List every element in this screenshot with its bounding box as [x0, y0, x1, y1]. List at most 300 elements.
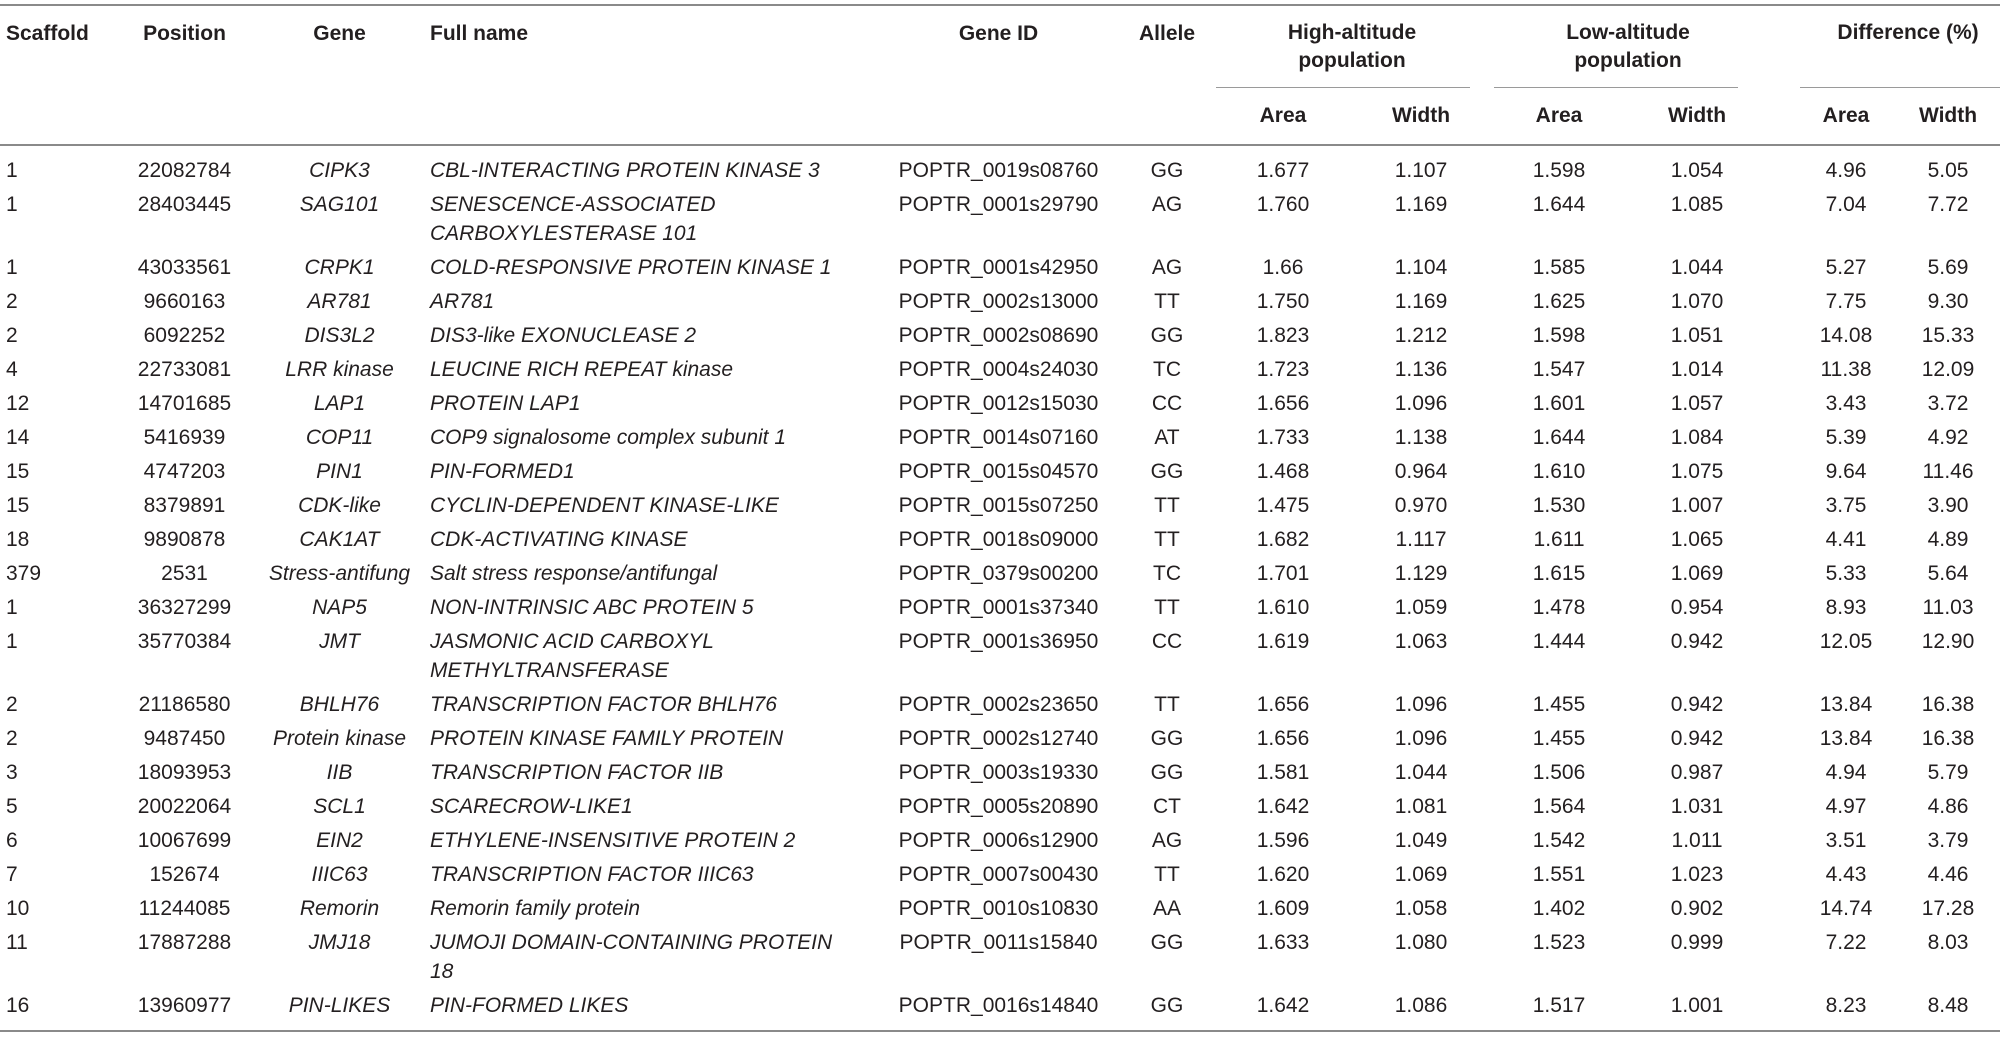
cell-full-name: COLD-RESPONSIVE PROTEIN KINASE 1	[430, 256, 832, 279]
cell-gene-id: POPTR_0001s29790	[898, 193, 1099, 216]
cell-diff-area: 8.93	[1825, 596, 1867, 619]
cell-low-width: 1.031	[1670, 795, 1724, 818]
cell-high-width: 1.107	[1394, 159, 1448, 182]
cell-position: 21186580	[138, 693, 231, 716]
table-row	[0, 317, 2000, 351]
cell-high-width: 1.086	[1394, 994, 1448, 1017]
cell-gene-id: POPTR_0001s37340	[898, 596, 1099, 619]
cell-low-area: 1.585	[1532, 256, 1586, 279]
cell-high-area: 1.750	[1256, 290, 1310, 313]
cell-position: 9890878	[143, 528, 226, 551]
cell-gene: Remorin	[299, 897, 380, 920]
cell-high-area: 1.642	[1256, 994, 1310, 1017]
cell-scaffold: 6	[6, 829, 18, 852]
cell-high-area: 1.610	[1256, 596, 1310, 619]
cell-diff-width: 15.33	[1921, 324, 1975, 347]
cell-diff-area: 3.51	[1825, 829, 1867, 852]
cell-diff-area: 12.05	[1819, 630, 1873, 653]
cell-position: 10067699	[137, 829, 232, 852]
cell-diff-area: 4.96	[1825, 159, 1867, 182]
cell-full-name: ETHYLENE-INSENSITIVE PROTEIN 2	[430, 829, 796, 852]
header-position: Position	[143, 22, 226, 45]
header-gene: Gene	[313, 22, 366, 45]
cell-diff-area: 9.64	[1825, 460, 1867, 483]
cell-allele: AG	[1151, 256, 1183, 279]
cell-high-width: 0.964	[1394, 460, 1448, 483]
cell-allele: GG	[1150, 324, 1184, 347]
cell-scaffold: 2	[6, 693, 18, 716]
cell-high-area: 1.609	[1256, 897, 1310, 920]
cell-gene-id: POPTR_0004s24030	[898, 358, 1099, 381]
cell-diff-area: 14.74	[1819, 897, 1873, 920]
cell-allele: GG	[1150, 159, 1184, 182]
header-low-altitude-line2: population	[1574, 49, 1682, 72]
cell-gene: CIPK3	[309, 159, 370, 182]
cell-scaffold: 15	[6, 494, 30, 517]
cell-high-width: 1.059	[1394, 596, 1448, 619]
cell-position: 6092252	[143, 324, 226, 347]
cell-scaffold: 18	[6, 528, 30, 551]
cell-gene: NAP5	[312, 596, 367, 619]
cell-gene-id: POPTR_0005s20890	[898, 795, 1099, 818]
header-difference-group	[1766, 5, 2000, 88]
cell-low-width: 0.999	[1670, 931, 1724, 954]
cell-diff-width: 4.86	[1927, 795, 1969, 818]
header-allele: Allele	[1138, 22, 1196, 45]
cell-allele: TC	[1153, 562, 1181, 585]
cell-low-width: 0.902	[1670, 897, 1724, 920]
cell-low-width: 1.007	[1670, 494, 1724, 517]
cell-scaffold: 4	[6, 358, 18, 381]
cell-diff-width: 8.48	[1927, 994, 1969, 1017]
cell-diff-width: 4.92	[1927, 426, 1969, 449]
cell-gene-id: POPTR_0001s42950	[898, 256, 1099, 279]
header-high-width: Width	[1391, 104, 1451, 127]
cell-full-name: TRANSCRIPTION FACTOR BHLH76	[430, 693, 777, 716]
cell-low-width: 1.054	[1670, 159, 1724, 182]
cell-diff-width: 3.79	[1927, 829, 1969, 852]
cell-allele: TT	[1154, 290, 1180, 313]
cell-high-width: 1.104	[1394, 256, 1448, 279]
cell-high-width: 1.169	[1394, 193, 1448, 216]
cell-gene-id: POPTR_0014s07160	[898, 426, 1099, 449]
header-high-altitude-line2: population	[1298, 49, 1406, 72]
table-row	[0, 283, 2000, 317]
cell-high-area: 1.633	[1256, 931, 1310, 954]
cell-low-area: 1.547	[1532, 358, 1586, 381]
table-row	[0, 249, 2000, 283]
cell-gene-id: POPTR_0002s12740	[898, 727, 1099, 750]
cell-low-area: 1.615	[1532, 562, 1586, 585]
cell-diff-width: 3.90	[1927, 494, 1969, 517]
cell-diff-area: 13.84	[1819, 727, 1873, 750]
cell-diff-width: 16.38	[1921, 693, 1975, 716]
cell-gene-id: POPTR_0011s15840	[899, 931, 1098, 954]
cell-gene-id: POPTR_0001s36950	[898, 630, 1099, 653]
cell-diff-area: 4.94	[1825, 761, 1867, 784]
table-row	[0, 521, 2000, 555]
cell-high-width: 1.049	[1394, 829, 1448, 852]
cell-allele: TC	[1153, 358, 1181, 381]
cell-low-width: 0.987	[1670, 761, 1724, 784]
cell-low-width: 1.069	[1670, 562, 1724, 585]
cell-high-width: 1.096	[1394, 392, 1448, 415]
table-row	[0, 987, 2000, 1031]
cell-high-area: 1.581	[1256, 761, 1310, 784]
table-body	[0, 145, 2000, 1031]
cell-full-name: PROTEIN KINASE FAMILY PROTEIN	[430, 727, 784, 750]
header-diff-width: Width	[1918, 104, 1978, 127]
cell-low-width: 1.051	[1670, 324, 1724, 347]
cell-low-area: 1.625	[1532, 290, 1586, 313]
cell-full-name: SCARECROW-LIKE1	[430, 795, 633, 818]
cell-full-name: CDK-ACTIVATING KINASE	[430, 528, 688, 551]
cell-diff-area: 5.39	[1825, 426, 1867, 449]
cell-position: 18093953	[137, 761, 232, 784]
cell-low-width: 0.942	[1670, 630, 1724, 653]
cell-position: 17887288	[137, 931, 232, 954]
cell-high-area: 1.620	[1256, 863, 1310, 886]
cell-gene-id: POPTR_0006s12900	[898, 829, 1099, 852]
cell-high-width: 1.096	[1394, 727, 1448, 750]
cell-low-area: 1.455	[1532, 727, 1586, 750]
cell-full-name: TRANSCRIPTION FACTOR IIB	[430, 761, 724, 784]
table-row	[0, 487, 2000, 521]
cell-low-area: 1.598	[1532, 324, 1586, 347]
cell-gene: JMT	[319, 630, 360, 653]
cell-scaffold: 16	[6, 994, 30, 1017]
cell-low-width: 1.084	[1670, 426, 1724, 449]
cell-low-area: 1.523	[1532, 931, 1586, 954]
header-full-name: Full name	[430, 22, 529, 45]
cell-gene-id: POPTR_0007s00430	[898, 863, 1099, 886]
cell-low-width: 1.023	[1670, 863, 1724, 886]
cell-full-name: Salt stress response/antifungal	[430, 562, 718, 585]
cell-scaffold: 10	[6, 897, 30, 920]
cell-low-width: 1.001	[1670, 994, 1724, 1017]
table-row	[0, 453, 2000, 487]
cell-diff-area: 7.22	[1825, 931, 1867, 954]
cell-gene: LAP1	[313, 392, 366, 415]
cell-full-name: TRANSCRIPTION FACTOR IIIC63	[430, 863, 754, 886]
cell-position: 8379891	[143, 494, 226, 517]
cell-position: 11244085	[138, 897, 231, 920]
cell-high-width: 1.136	[1394, 358, 1448, 381]
table-row	[0, 145, 2000, 186]
cell-low-width: 1.065	[1670, 528, 1724, 551]
header-row-primary	[0, 5, 2000, 88]
cell-high-width: 1.058	[1394, 897, 1448, 920]
cell-low-area: 1.644	[1532, 193, 1586, 216]
cell-diff-area: 7.75	[1825, 290, 1867, 313]
cell-diff-width: 9.30	[1927, 290, 1969, 313]
cell-low-area: 1.611	[1533, 528, 1585, 551]
cell-scaffold: 1	[6, 596, 18, 619]
table-row	[0, 822, 2000, 856]
gene-table	[0, 4, 2000, 1032]
table-row	[0, 890, 2000, 924]
cell-diff-area: 4.43	[1825, 863, 1867, 886]
cell-gene: SAG101	[299, 193, 380, 216]
cell-diff-width: 7.72	[1927, 193, 1969, 216]
cell-high-width: 1.044	[1394, 761, 1448, 784]
cell-low-area: 1.542	[1532, 829, 1586, 852]
cell-allele: TT	[1154, 494, 1180, 517]
cell-low-area: 1.610	[1532, 460, 1586, 483]
cell-allele: GG	[1150, 460, 1184, 483]
cell-diff-width: 12.90	[1921, 630, 1975, 653]
cell-high-width: 1.212	[1394, 324, 1448, 347]
cell-high-area: 1.760	[1256, 193, 1310, 216]
cell-diff-width: 5.79	[1927, 761, 1969, 784]
cell-gene: CAK1AT	[299, 528, 380, 551]
cell-high-area: 1.682	[1256, 528, 1310, 551]
cell-gene: CDK-like	[298, 494, 381, 517]
cell-full-name: PIN-FORMED LIKES	[430, 994, 629, 1017]
cell-diff-area: 13.84	[1819, 693, 1873, 716]
cell-low-area: 1.517	[1532, 994, 1586, 1017]
cell-scaffold: 1	[6, 193, 18, 216]
cell-low-area: 1.444	[1532, 630, 1586, 653]
cell-full-name: CYCLIN-DEPENDENT KINASE-LIKE	[430, 494, 779, 517]
cell-position: 9660163	[143, 290, 226, 313]
cell-low-width: 1.070	[1670, 290, 1724, 313]
cell-position: 13960977	[137, 994, 232, 1017]
cell-scaffold: 7	[6, 863, 18, 886]
cell-scaffold: 5	[6, 795, 18, 818]
cell-diff-width: 5.69	[1927, 256, 1969, 279]
cell-gene: PIN1	[316, 460, 363, 483]
cell-gene-id: POPTR_0016s14840	[898, 994, 1099, 1017]
cell-diff-area: 3.75	[1825, 494, 1867, 517]
cell-scaffold: 12	[6, 392, 30, 415]
cell-gene: JMJ18	[308, 931, 371, 954]
cell-high-width: 1.096	[1394, 693, 1448, 716]
cell-high-area: 1.656	[1256, 727, 1310, 750]
cell-allele: CC	[1151, 630, 1183, 653]
header-low-area: Area	[1535, 104, 1583, 127]
cell-position: 43033561	[137, 256, 232, 279]
cell-diff-width: 4.46	[1927, 863, 1969, 886]
cell-low-area: 1.551	[1532, 863, 1586, 886]
cell-gene: DIS3L2	[304, 324, 375, 347]
table-row	[0, 720, 2000, 754]
cell-high-width: 1.081	[1394, 795, 1448, 818]
table-row	[0, 686, 2000, 720]
cell-diff-width: 8.03	[1927, 931, 1969, 954]
table-row	[0, 754, 2000, 788]
cell-high-area: 1.642	[1256, 795, 1310, 818]
cell-position: 5416939	[143, 426, 226, 449]
cell-position: 28403445	[137, 193, 232, 216]
table-row	[0, 351, 2000, 385]
table-row	[0, 589, 2000, 623]
cell-low-width: 1.075	[1670, 460, 1724, 483]
cell-allele: AA	[1152, 897, 1181, 920]
cell-diff-area: 8.23	[1825, 994, 1867, 1017]
cell-position: 9487450	[143, 727, 226, 750]
cell-allele: TT	[1154, 528, 1180, 551]
cell-diff-width: 11.46	[1922, 460, 1974, 483]
cell-position: 152674	[149, 863, 220, 886]
cell-diff-area: 3.43	[1825, 392, 1867, 415]
cell-gene: COP11	[305, 426, 374, 449]
cell-full-name: SENESCENCE-ASSOCIATED CARBOXYLESTERASE 101	[430, 193, 716, 245]
cell-high-area: 1.733	[1256, 426, 1310, 449]
cell-allele: TT	[1154, 596, 1180, 619]
cell-low-area: 1.402	[1532, 897, 1586, 920]
cell-allele: GG	[1150, 931, 1184, 954]
cell-diff-width: 5.05	[1927, 159, 1969, 182]
cell-high-area: 1.468	[1256, 460, 1310, 483]
cell-low-area: 1.644	[1532, 426, 1586, 449]
cell-scaffold: 15	[6, 460, 30, 483]
cell-diff-width: 3.72	[1927, 392, 1969, 415]
header-high-altitude-line1: High-altitude	[1287, 21, 1417, 44]
header-diff-area: Area	[1822, 104, 1870, 127]
cell-high-width: 0.970	[1394, 494, 1448, 517]
cell-gene: IIIC63	[311, 863, 368, 886]
cell-allele: GG	[1150, 727, 1184, 750]
cell-gene-id: POPTR_0379s00200	[898, 562, 1099, 585]
cell-low-area: 1.530	[1532, 494, 1586, 517]
cell-full-name: JASMONIC ACID CARBOXYL METHYLTRANSFERASE	[430, 630, 714, 682]
cell-position: 35770384	[137, 630, 232, 653]
cell-diff-area: 14.08	[1819, 324, 1873, 347]
cell-high-width: 1.063	[1394, 630, 1448, 653]
cell-high-width: 1.069	[1394, 863, 1448, 886]
cell-diff-area: 5.27	[1825, 256, 1867, 279]
cell-full-name: DIS3-like EXONUCLEASE 2	[430, 324, 697, 347]
cell-diff-area: 11.38	[1820, 358, 1872, 381]
header-high-area: Area	[1259, 104, 1307, 127]
cell-low-width: 1.057	[1670, 392, 1724, 415]
cell-low-width: 1.011	[1671, 829, 1723, 852]
cell-high-area: 1.823	[1256, 324, 1310, 347]
table-row	[0, 924, 2000, 987]
table-row	[0, 623, 2000, 686]
table-row	[0, 856, 2000, 890]
table-row	[0, 555, 2000, 589]
cell-gene: AR781	[307, 290, 372, 313]
cell-low-area: 1.506	[1532, 761, 1586, 784]
header-scaffold: Scaffold	[6, 22, 89, 45]
cell-gene: PIN-LIKES	[288, 994, 391, 1017]
cell-allele: CT	[1153, 795, 1181, 818]
cell-diff-area: 4.97	[1825, 795, 1867, 818]
cell-scaffold: 1	[6, 630, 18, 653]
cell-diff-area: 4.41	[1825, 528, 1867, 551]
cell-high-width: 1.169	[1394, 290, 1448, 313]
cell-high-area: 1.677	[1256, 159, 1310, 182]
cell-low-area: 1.478	[1532, 596, 1586, 619]
cell-full-name: PIN-FORMED1	[430, 460, 575, 483]
cell-allele: AT	[1154, 426, 1180, 449]
cell-allele: TT	[1154, 693, 1180, 716]
cell-position: 22082784	[137, 159, 232, 182]
cell-position: 4747203	[143, 460, 226, 483]
cell-full-name: NON-INTRINSIC ABC PROTEIN 5	[430, 596, 754, 619]
cell-diff-width: 12.09	[1921, 358, 1975, 381]
cell-low-width: 0.942	[1670, 727, 1724, 750]
cell-low-width: 1.044	[1670, 256, 1724, 279]
cell-allele: GG	[1150, 761, 1184, 784]
cell-scaffold: 1	[6, 159, 18, 182]
cell-gene: SCL1	[313, 795, 366, 818]
cell-full-name: AR781	[430, 290, 495, 313]
cell-scaffold: 3	[6, 761, 18, 784]
header-low-altitude-line1: Low-altitude	[1566, 21, 1690, 44]
cell-high-area: 1.66	[1262, 256, 1304, 279]
header-low-width: Width	[1667, 104, 1727, 127]
cell-high-width: 1.129	[1394, 562, 1448, 585]
cell-gene: BHLH76	[299, 693, 380, 716]
cell-position: 20022064	[137, 795, 232, 818]
cell-gene: CRPK1	[304, 256, 375, 279]
cell-scaffold: 2	[6, 727, 18, 750]
cell-gene: Protein kinase	[272, 727, 407, 750]
cell-scaffold: 2	[6, 290, 18, 313]
cell-high-area: 1.596	[1256, 829, 1310, 852]
cell-low-width: 0.954	[1670, 596, 1724, 619]
cell-low-area: 1.455	[1532, 693, 1586, 716]
header-gene-id: Gene ID	[958, 22, 1039, 45]
cell-gene: IIB	[326, 761, 353, 784]
table-row	[0, 186, 2000, 249]
header-low-altitude-group	[1490, 5, 1766, 88]
cell-diff-width: 5.64	[1927, 562, 1969, 585]
cell-high-width: 1.080	[1394, 931, 1448, 954]
cell-gene: Stress-antifung	[268, 562, 411, 585]
cell-high-area: 1.475	[1256, 494, 1310, 517]
cell-allele: TT	[1154, 863, 1180, 886]
cell-allele: AG	[1151, 829, 1183, 852]
cell-high-area: 1.656	[1256, 693, 1310, 716]
cell-low-width: 0.942	[1670, 693, 1724, 716]
cell-high-area: 1.723	[1256, 358, 1310, 381]
cell-position: 36327299	[137, 596, 232, 619]
cell-scaffold: 14	[6, 426, 30, 449]
cell-gene-id: POPTR_0018s09000	[898, 528, 1099, 551]
cell-full-name: Remorin family protein	[430, 897, 641, 920]
cell-gene-id: POPTR_0012s15030	[898, 392, 1099, 415]
cell-scaffold: 2	[6, 324, 18, 347]
cell-diff-width: 16.38	[1921, 727, 1975, 750]
cell-position: 22733081	[137, 358, 232, 381]
cell-diff-width: 4.89	[1927, 528, 1969, 551]
cell-scaffold: 1	[6, 256, 18, 279]
cell-diff-width: 17.28	[1921, 897, 1975, 920]
cell-gene-id: POPTR_0015s04570	[898, 460, 1099, 483]
cell-low-width: 1.014	[1670, 358, 1724, 381]
cell-high-width: 1.138	[1394, 426, 1448, 449]
cell-gene: LRR kinase	[285, 358, 394, 381]
cell-gene-id: POPTR_0019s08760	[898, 159, 1099, 182]
cell-diff-area: 5.33	[1825, 562, 1867, 585]
cell-high-area: 1.656	[1256, 392, 1310, 415]
cell-allele: GG	[1150, 994, 1184, 1017]
cell-high-width: 1.117	[1395, 528, 1447, 551]
cell-gene-id: POPTR_0002s23650	[898, 693, 1099, 716]
cell-gene-id: POPTR_0010s10830	[898, 897, 1099, 920]
cell-full-name: CBL-INTERACTING PROTEIN KINASE 3	[430, 159, 820, 182]
cell-position: 14701685	[137, 392, 232, 415]
cell-full-name: JUMOJI DOMAIN-CONTAINING PROTEIN 18	[430, 931, 833, 983]
header-difference: Difference (%)	[1837, 21, 1979, 44]
cell-scaffold: 379	[6, 562, 42, 585]
cell-allele: CC	[1151, 392, 1183, 415]
cell-low-width: 1.085	[1670, 193, 1724, 216]
